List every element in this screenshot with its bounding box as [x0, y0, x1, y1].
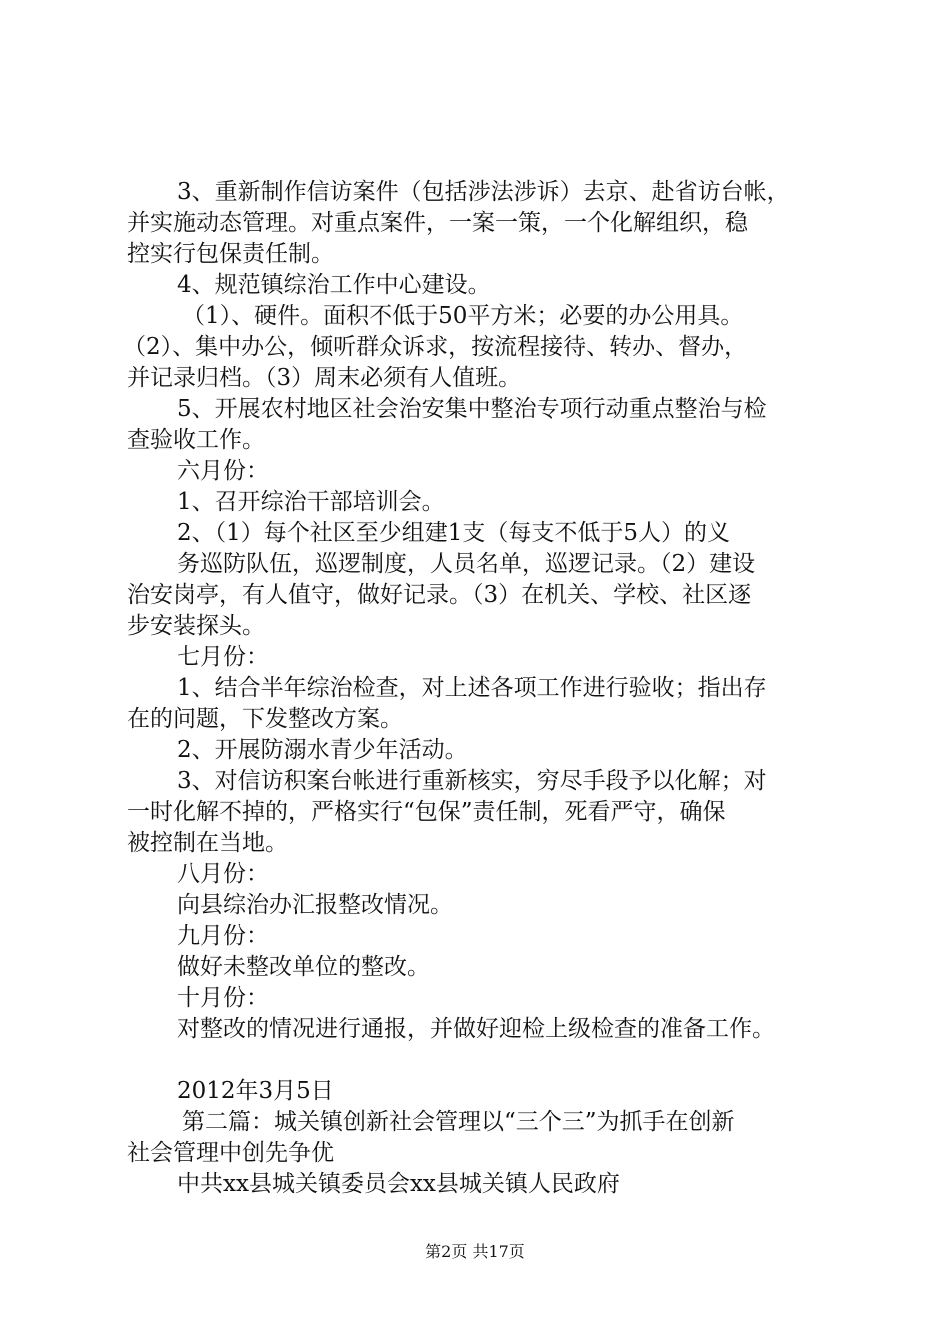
page-footer: 第2页 共17页: [425, 1242, 525, 1261]
text-line: 控实行包保责任制。: [127, 241, 334, 267]
section-heading: 十月份：: [177, 985, 269, 1011]
date-line: 2012年3月5日: [177, 1078, 334, 1104]
text-line: 1、结合半年综治检查，对上述各项工作进行验收；指出存: [177, 675, 767, 701]
text-line: 被控制在当地。: [127, 830, 288, 856]
text-line: 3、重新制作信访案件（包括涉法涉诉）去京、赴省访台帐，: [177, 179, 790, 205]
text-line: 务巡防队伍，巡逻制度，人员名单，巡逻记录。（2）建设: [177, 551, 756, 577]
text-line: 在的问题，下发整改方案。: [127, 706, 403, 732]
section-heading: 七月份：: [177, 644, 269, 670]
text-line: 一时化解不掉的，严格实行“包保”责任制，死看严守，确保: [127, 799, 726, 825]
text-line: 4、规范镇综治工作中心建设。: [177, 272, 491, 298]
text-line: 2、开展防溺水青少年活动。: [177, 737, 468, 763]
text-line: 查验收工作。: [127, 427, 265, 453]
text-line: 第二篇：城关镇创新社会管理以“三个三”为抓手在创新: [182, 1109, 735, 1135]
text-line: 并记录归档。（3）周末必须有人值班。: [127, 365, 522, 391]
text-line: 1、召开综治干部培训会。: [177, 489, 445, 515]
text-line: 社会管理中创先争优: [127, 1140, 334, 1166]
text-line: 5、开展农村地区社会治安集中整治专项行动重点整治与检: [177, 396, 767, 422]
text-line: 做好未整改单位的整改。: [177, 954, 430, 980]
text-line: 治安岗亭，有人值守，做好记录。（3）在机关、学校、社区逐: [127, 582, 752, 608]
section-heading: 九月份：: [177, 923, 269, 949]
text-line: （2）、集中办公，倾听群众诉求，按流程接待、转办、督办，: [123, 334, 748, 360]
text-line: 并实施动态管理。对重点案件，一案一策，一个化解组织，稳: [127, 210, 748, 236]
section-heading: 六月份：: [177, 458, 269, 484]
text-line: 3、对信访积案台帐进行重新核实，穷尽手段予以化解；对: [177, 768, 767, 794]
text-line: 2、（1）每个社区至少组建1支（每支不低于5人）的义: [177, 520, 731, 546]
text-line: 对整改的情况进行通报，并做好迎检上级检查的准备工作。: [177, 1016, 775, 1042]
section-heading: 八月份：: [177, 861, 269, 887]
text-line: 中共xx县城关镇委员会xx县城关镇人民政府: [177, 1171, 620, 1197]
text-line: 步安装探头。: [127, 613, 265, 639]
text-line: （1）、硬件。面积不低于50平方米；必要的办公用具。: [182, 303, 744, 329]
text-line: 向县综治办汇报整改情况。: [177, 892, 453, 918]
